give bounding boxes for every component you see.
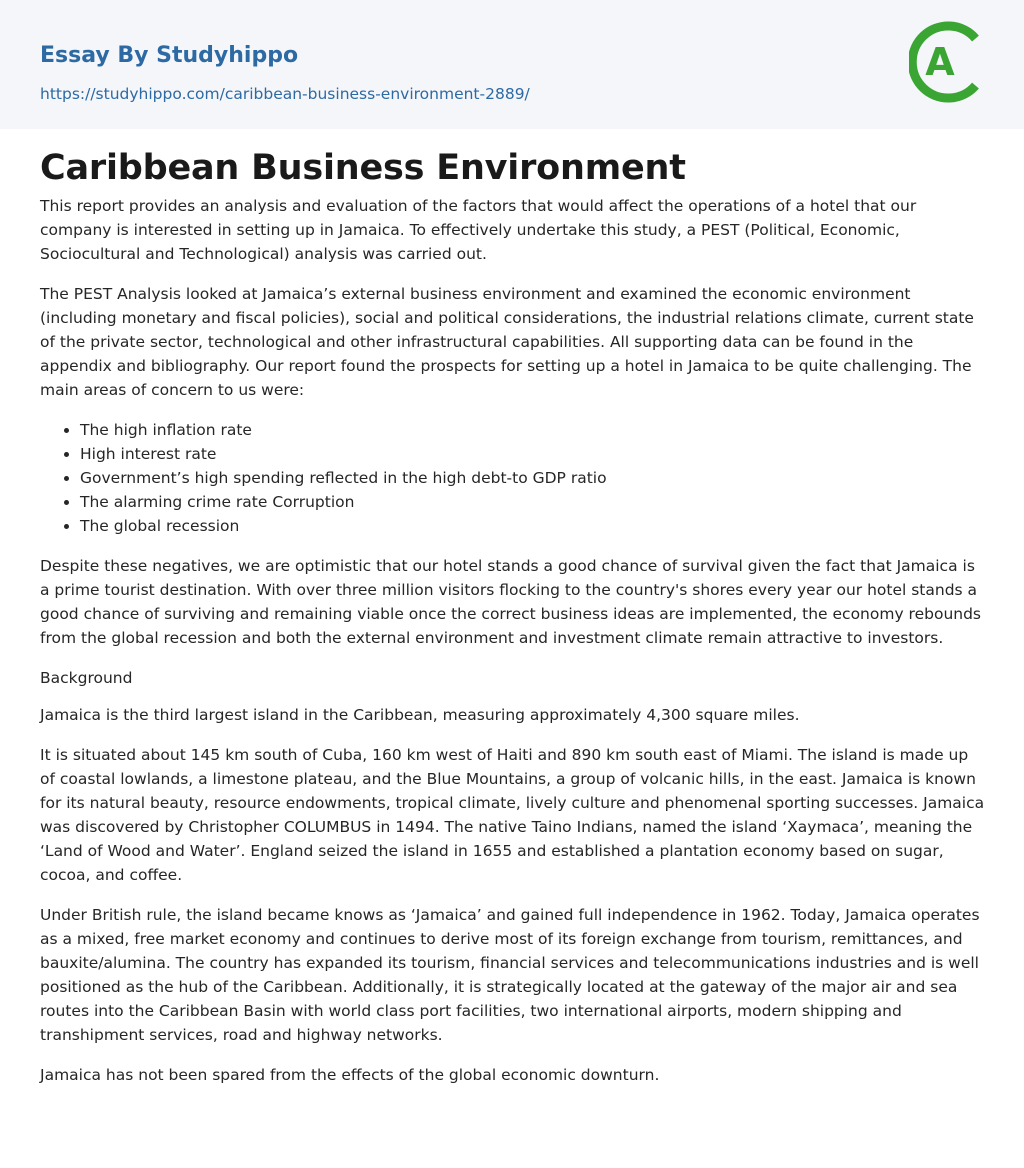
brand-title[interactable]: Essay By Studyhippo bbox=[40, 43, 299, 68]
list-item: • Government’s high spending reflected in the high debt-to GDP ratio bbox=[80, 466, 988, 490]
paragraph-pest-analysis: The PEST Analysis looked at Jamaica’s external business environment and examined the economic environment (including monetary and fiscal policies), social and political considerations, the industrial relations climate, current state of the private sector, technological and other infrastructural capabilities. All supporting data can be found in the appendix and bibliography. Our report found the prospects for setting up a hotel in Jamaica to be quite challenging. The main areas of concern to us were: bbox=[40, 285, 974, 399]
paragraph-downturn: Jamaica has not been spared from the effects of the global economic downturn. bbox=[40, 1066, 660, 1084]
essay-body bbox=[40, 194, 988, 1103]
concerns-list bbox=[40, 418, 988, 538]
list-item: • The high inflation rate bbox=[80, 418, 988, 442]
paragraph-optimism: Despite these negatives, we are optimistic that our hotel stands a good chance of survival given the fact that Jamaica is a prime tourist destination. With over three million visitors flocking to the country's shores every year our hotel stands a good chance of surviving and remaining viable once the correct business ideas are implemented, the economy rebounds from the global recession and both the external environment and investment climate remain attractive to investors. bbox=[40, 557, 982, 647]
paragraph-intro: This report provides an analysis and evaluation of the factors that would affect the operations of a hotel that our company is interested in setting up in Jamaica. To effectively undertake this study, a PEST (Political, Economic, Sociocultural and Technological) analysis was carried out. bbox=[40, 197, 917, 263]
page-title: Caribbean Business Environment bbox=[40, 148, 686, 188]
list-item: • The global recession bbox=[80, 514, 988, 538]
list-item: • The alarming crime rate Corruption bbox=[80, 490, 988, 514]
paragraph-economy: Under British rule, the island became knows as ‘Jamaica’ and gained full independence in 1962. Today, Jamaica operates as a mixed, free market economy and continues to derive most of its foreign exchange from tourism, remittances, and bauxite/alumina. The country has expanded its tourism, financial services and telecommunications industries and is well positioned as the hub of the Caribbean. Additionally, it is strategically located at the gateway of the major air and sea routes into the Caribbean Basin with world class port facilities, two international airports, modern shipping and transhipment services, road and highway networks. bbox=[40, 906, 980, 1044]
paragraph-geography-history: It is situated about 145 km south of Cuba, 160 km west of Haiti and 890 km south east of Miami. The island is made up of coastal lowlands, a limestone plateau, and the Blue Mountains, a group of volcanic hills, in the east. Jamaica is known for its natural beauty, resource endowments, tropical climate, lively culture and phenomenal sporting successes. Jamaica was discovered by Christopher COLUMBUS in 1494. The native Taino Indians, named the island ‘Xaymaca’, meaning the ‘Land of Wood and Water’. England seized the island in 1655 and established a plantation economy based on sugar, cocoa, and coffee. bbox=[40, 746, 985, 884]
logo-letter: A bbox=[925, 40, 955, 84]
source-url-link[interactable]: https://studyhippo.com/caribbean-business-environment-2889/ bbox=[40, 85, 530, 103]
list-item: • High interest rate bbox=[80, 442, 988, 466]
paragraph-island-size: Jamaica is the third largest island in the Caribbean, measuring approximately 4,300 square miles. bbox=[40, 706, 800, 724]
studyhippo-logo-icon[interactable] bbox=[909, 18, 989, 106]
section-heading-background: Background bbox=[40, 669, 133, 687]
